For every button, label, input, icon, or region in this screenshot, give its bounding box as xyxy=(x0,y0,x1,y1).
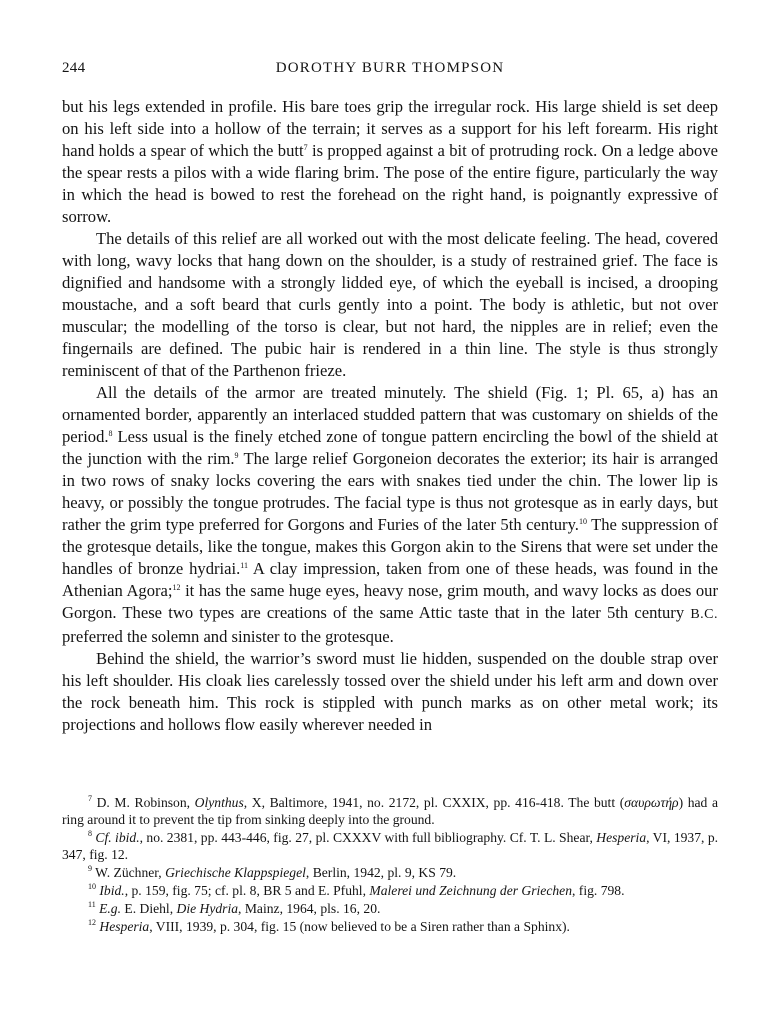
citation-title: Hesperia xyxy=(96,919,150,934)
citation-title: Die Hydria xyxy=(176,901,239,916)
paragraph-3-text: The suppression of the grotesque details, like the tongue, makes this Gorgon akin to the Sirens that were set under the handles of bronze hydriai. xyxy=(62,515,719,578)
paragraph-1-text: but his legs extended in profile. His bare toes grip the irregular rock. His large shield is set deep on his left side into a hollow of the terrain; it serves as a support for his left forearm. His right hand holds a spear of which the butt xyxy=(62,97,718,160)
paragraph-1-text-cont: is propped against a bit of protruding rock. On a ledge above the spear rests a pilos with a wide flaring brim. The pose of the entire figure, particularly the way in which the head is bowed to rest the forehead on the right hand, is poignantly expressive of sorrow. xyxy=(62,141,718,226)
running-head xyxy=(62,60,718,82)
citation-title: Malerei und Zeichnung der Griechen xyxy=(369,883,572,898)
footnote-text: , Berlin, 1942, pl. 9, KS 79. xyxy=(305,865,457,880)
body-text xyxy=(62,96,718,736)
footnote-ref-11: 11 xyxy=(240,561,248,570)
citation-title: Olynthus xyxy=(194,795,244,810)
footnote-text: , no. 2381, pp. 443-446, fig. 27, pl. CXXXV with full bibliography. Cf. T. L. Shear, xyxy=(139,830,597,845)
page-number: 244 xyxy=(62,60,86,76)
footnote-text: E. Diehl, xyxy=(121,901,177,916)
footnote-text: , p. 159, fig. 75; cf. pl. 8, BR 5 and E. Pfuhl, xyxy=(124,883,370,898)
footnote-ref-7: 7 xyxy=(303,143,308,152)
footnote-text: , VI, 1937, p. 347, fig. 12. xyxy=(62,830,719,862)
footnote-text: , Mainz, 1964, pls. 16, 20. xyxy=(238,901,381,916)
footnote-ref-8: 8 xyxy=(108,429,113,438)
footnote-text: ) had a ring around it to prevent the tip from sinking deeply into the ground. xyxy=(62,795,718,827)
header-title: DOROTHY BURR THOMPSON xyxy=(275,60,505,76)
era-abbreviation: B.C. xyxy=(690,607,718,622)
paragraph-3-text: A clay impression, taken from one of these heads, was found in the Athenian Agora; xyxy=(62,559,718,600)
greek-term: σαυρωτήρ xyxy=(624,795,679,810)
footnote-number: 10 xyxy=(88,882,96,891)
citation-title: Griechische Klappspiegel xyxy=(165,865,306,880)
footnote-number: 12 xyxy=(88,918,96,927)
paragraph-3-text: Less usual is the finely etched zone of tongue pattern encircling the bowl of the shield at the junction with the rim. xyxy=(62,427,718,468)
footnote-text: , VIII, 1939, p. 304, fig. 15 (now believed to be a Siren rather than a Sphinx). xyxy=(149,919,570,934)
footnote-number: 11 xyxy=(88,900,96,909)
footnote-11 xyxy=(62,900,718,917)
paragraph-3-text: preferred the solemn and sinister to the grotesque. xyxy=(62,627,394,646)
citation-abbrev: E.g. xyxy=(95,901,121,916)
footnote-text: W. Züchner, xyxy=(92,865,166,880)
footnotes xyxy=(62,794,718,935)
footnote-text: D. M. Robinson, xyxy=(92,795,195,810)
footnote-number: 8 xyxy=(88,829,92,838)
footnote-text: , fig. 798. xyxy=(572,883,625,898)
paragraph-3-text: it has the same huge eyes, heavy nose, grim mouth, and wavy locks as does our Gorgon. These two types are creations of the same Attic taste that in the later 5th century xyxy=(62,581,719,622)
citation-abbrev: Ibid. xyxy=(96,883,125,898)
footnote-12 xyxy=(62,918,718,935)
footnote-9 xyxy=(62,864,718,881)
paragraph-2: The details of this relief are all worked out with the most delicate feeling. The head, covered with long, wavy locks that hang down on the shoulder, is a study of restrained grief. The face is dignified and handsome with a strongly lidded eye, of which the eyeball is incised, a drooping moustache, and a soft beard that curls gently into a point. The body is athletic, but not over muscular; the modelling of the torso is clear, but not hard, the nipples are in relief; even the fingernails are defined. The pubic hair is rendered in a thin line. The style is thus strongly reminiscent of that of the Parthenon frieze. xyxy=(62,229,718,380)
citation-title: Hesperia xyxy=(596,830,647,845)
footnote-8 xyxy=(62,829,718,863)
footnote-ref-10: 10 xyxy=(578,517,587,526)
footnote-ref-12: 12 xyxy=(172,583,181,592)
footnote-text: , X, Baltimore, 1941, no. 2172, pl. CXXIX, pp. 416-418. The butt ( xyxy=(243,795,625,810)
footnote-7 xyxy=(62,794,718,828)
footnote-ref-9: 9 xyxy=(234,451,239,460)
paragraph-3 xyxy=(62,382,718,648)
paragraph-4: Behind the shield, the warrior’s sword must lie hidden, suspended on the double strap over his left shoulder. His cloak lies carelessly tossed over the shield under his left arm and down over the rock beneath him. This rock is stippled with punch marks as on other metal work; its projections and hollows flow easily wherever needed in xyxy=(62,649,718,734)
footnote-number: 9 xyxy=(88,864,92,873)
citation-abbrev: Cf. ibid. xyxy=(92,830,140,845)
paragraph-3-text: The large relief Gorgoneion decorates the exterior; its hair is arranged in two rows of snaky locks covering the ears with snakes tied under the chin. The lower lip is heavy, or possibly the tongue protrudes. The facial type is thus not grotesque as in early days, but rather the grim type preferred for Gorgons and Furies of the later 5th century. xyxy=(62,449,719,534)
footnote-10 xyxy=(62,882,718,899)
footnote-number: 7 xyxy=(88,794,92,803)
paragraph-1 xyxy=(62,96,718,228)
paragraph-3-text: All the details of the armor are treated minutely. The shield (Fig. 1; Pl. 65, a) has an ornamented border, apparently an interlaced studded pattern that was customary on shields of the period. xyxy=(62,383,718,446)
